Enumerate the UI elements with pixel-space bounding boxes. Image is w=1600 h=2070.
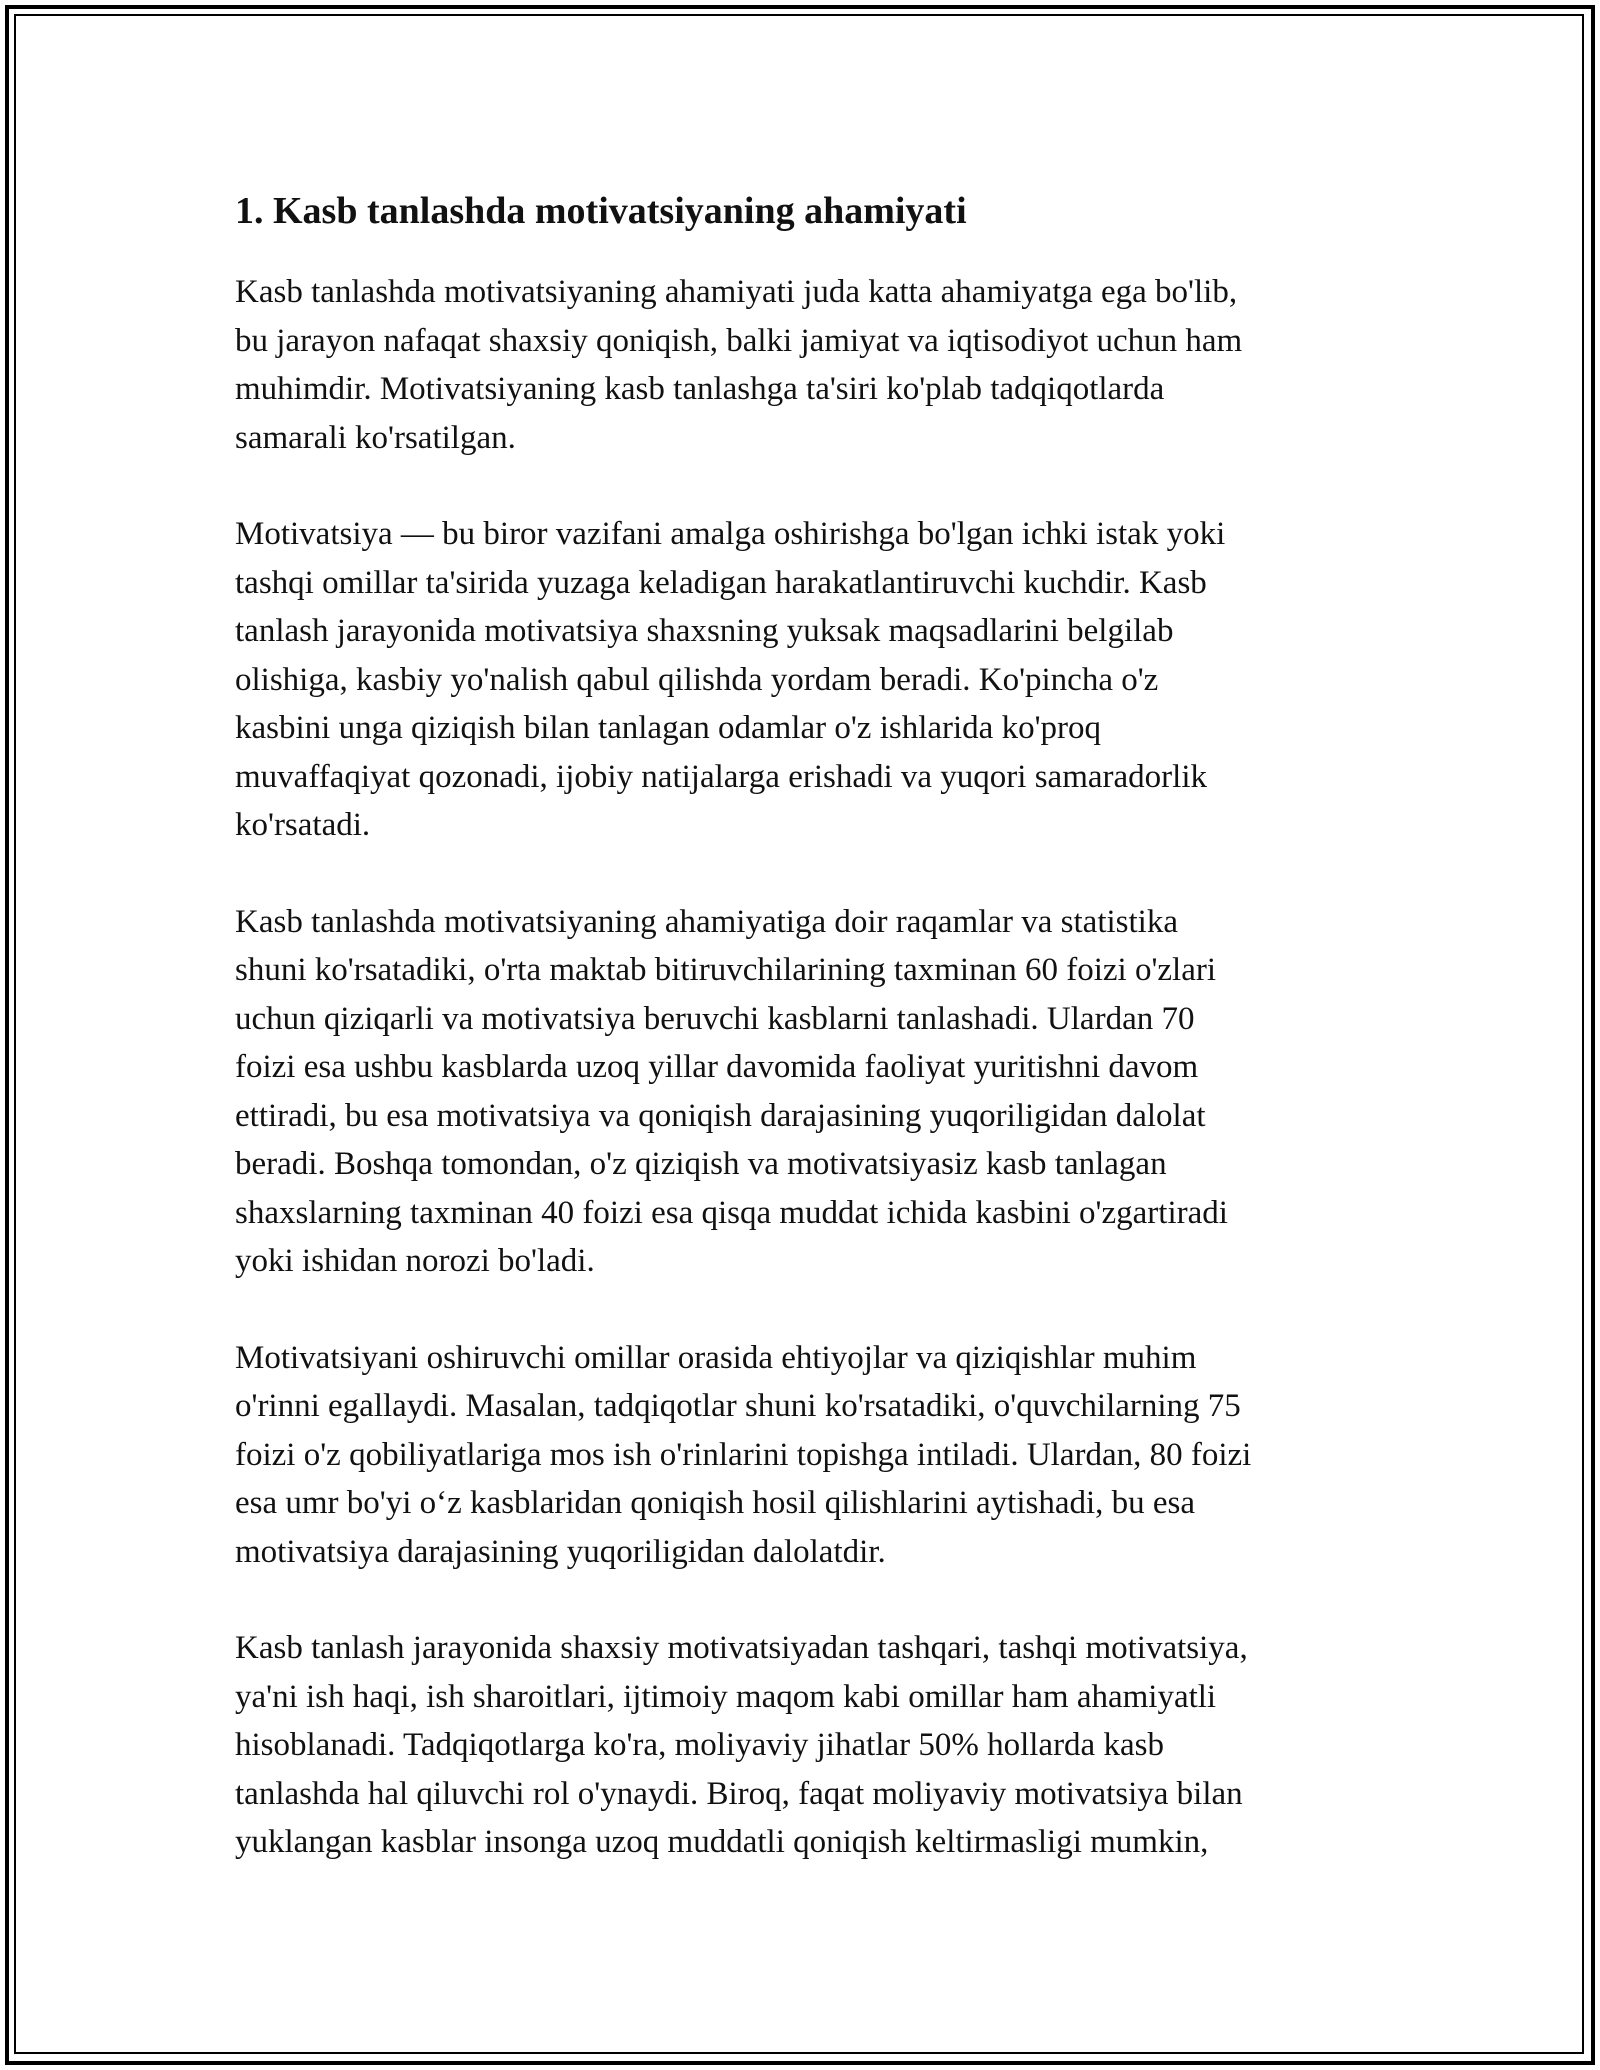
paragraph-3: Kasb tanlashda motivatsiyaning ahamiyatiga doir raqamlar va statistika shuni ko'rsatadiki, o'rta maktab bitiruvchilarining taxminan 60 foizi o'zlari uchun qiziqarli va motivatsiya beruvchi kasblarni tanlashadi. Ulardan 70 foizi esa ushbu kasblarda uzoq yillar davomida faoliyat yuritishni davom ettiradi, bu esa motivatsiya va qoniqish darajasining yuqoriligidan dalolat beradi. Boshqa tomondan, o'z qiziqish va motivatsiyasiz kasb tanlagan shaxslarning taxminan 40 foizi esa qisqa muddat ichida kasbini o'zgartiradi yoki ishidan norozi bo'ladi.: [235, 903, 1228, 1279]
paragraph-2: Motivatsiya — bu biror vazifani amalga oshirishga bo'lgan ichki istak yoki tashqi omillar ta'sirida yuzaga keladigan harakatlantiruvchi kuchdir. Kasb tanlash jarayonida motivatsiya shaxsning yuksak maqsadlarini belgilab olishiga, kasbiy yo'nalish qabul qilishda yordam beradi. Ko'pincha o'z kasbini unga qiziqish bilan tanlagan odamlar o'z ishlarida ko'proq muvaffaqiyat qozonadi, ijobiy natijalarga erishadi va yuqori samaradorlik ko'rsatadi.: [235, 516, 1226, 843]
paragraph-4: Motivatsiyani oshiruvchi omillar orasida ehtiyojlar va qiziqishlar muhim o'rinni egallaydi. Masalan, tadqiqotlar shuni ko'rsatadiki, o'quvchilarning 75 foizi o'z qobiliyatlariga mos ish o'rinlarini topishga intiladi. Ulardan, 80 foizi esa umr bo'yi o‘z kasblaridan qoniqish hosil qilishlarini aytishadi, bu esa motivatsiya darajasining yuqoriligidan dalolatdir.: [235, 1339, 1252, 1570]
paragraph-1: Kasb tanlashda motivatsiyaning ahamiyati juda katta ahamiyatga ega bo'lib, bu jarayon nafaqat shaxsiy qoniqish, balki jamiyat va iqtisodiyot uchun ham muhimdir. Motivatsiyaning kasb tanlashga ta'siri ko'plab tadqiqotlarda samarali ko'rsatilgan.: [235, 274, 1243, 456]
section-heading: 1. Kasb tanlashda motivatsiyaning ahamiyati: [235, 190, 967, 232]
document-body: [235, 186, 1380, 1915]
paragraph-5: Kasb tanlash jarayonida shaxsiy motivatsiyadan tashqari, tashqi motivatsiya, ya'ni ish haqi, ish sharoitlari, ijtimoiy maqom kabi omillar ham ahamiyatli hisoblanadi. Tadqiqotlarga ko'ra, moliyaviy jihatlar 50% hollarda kasb tanlashda hal qiluvchi rol o'ynaydi. Biroq, faqat moliyaviy motivatsiya bilan yuklangan kasblar insonga uzoq muddatli qoniqish keltirmasligi mumkin,: [235, 1630, 1248, 1860]
